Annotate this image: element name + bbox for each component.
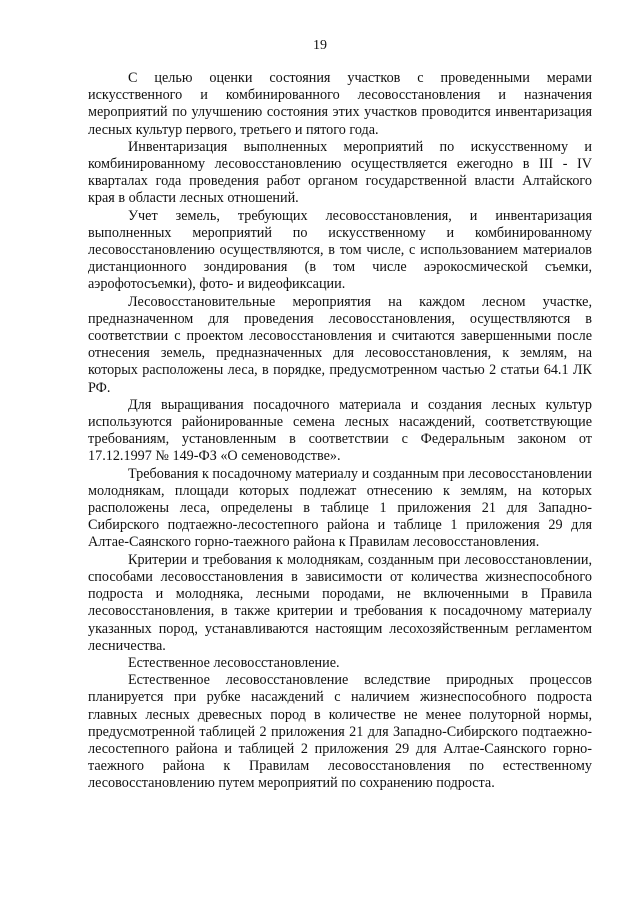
document-body [88,70,592,793]
paragraph: Критерии и требования к молоднякам, созданным при лесовосстановлении, способами лесовосстановления в зависимости от количества жизнеспособного подроста и молодняка, лесными породами, не включенными в Правила лесовосстановления, в также критерии и требования к посадочному материалу указанных пород, устанавливаются настоящим лесохозяйственным регламентом лесничества. [88,551,592,654]
paragraph: Естественное лесовосстановление вследствие природных процессов планируется при рубке насаждений с наличием жизнеспособного подроста главных лесных древесных пород в количестве не менее полуторной нормы, предусмотренной таблицей 2 приложения 21 для Западно-Сибирского подтаежно-лесостепного района и таблицей 2 приложения 29 для Алтае-Саянского горно-таежного района к Правилам лесовосстановления по естественному лесовосстановлению путем мероприятий по сохранению подроста. [88,672,592,792]
paragraph: Инвентаризация выполненных мероприятий по искусственному и комбинированному лесовосстановлению осуществляется ежегодно в III - IV кварталах года проведения работ органом государственной власти Алтайского края в области лесных отношений. [88,138,592,207]
page-number: 19 [313,38,327,53]
paragraph: Учет земель, требующих лесовосстановления, и инвентаризация выполненных мероприятий по искусственному и комбинированному лесовосстановлению осуществляются, в том числе, с использованием материалов дистанционного зондирования (в том числе аэрокосмической съемки, аэрофотосъемки), фото- и видеофиксации. [88,207,592,293]
paragraph: Требования к посадочному материалу и созданным при лесовосстановлении молоднякам, площади которых подлежат отнесению к землям, на которых расположены леса, определены в таблице 1 приложения 21 для Западно-Сибирского подтаежно-лесостепного района и таблице 1 приложения 29 для Алтае-Саянского горно-таежного района к Правилам лесовосстановления. [88,465,592,551]
paragraph: Лесовосстановительные мероприятия на каждом лесном участке, предназначенном для проведения лесовосстановления, осуществляются в соответствии с проектом лесовосстановления и считаются завершенными после отнесения земель, предназначенных для лесовосстановления, к землям, на которых расположены леса, в порядке, предусмотренном частью 2 статьи 64.1 ЛК РФ. [88,293,592,396]
paragraph: С целью оценки состояния участков с проведенными мерами искусственного и комбинированного лесовосстановления и назначения мероприятий по улучшению состояния этих участков проводится инвентаризация лесных культур первого, третьего и пятого года. [88,70,592,138]
paragraph: Для выращивания посадочного материала и создания лесных культур используются районированные семена лесных насаждений, соответствующие требованиям, установленным в соответствии с Федеральным законом от 17.12.1997 № 149-ФЗ «О семеноводстве». [88,396,592,465]
section-heading: Естественное лесовосстановление. [128,654,340,671]
